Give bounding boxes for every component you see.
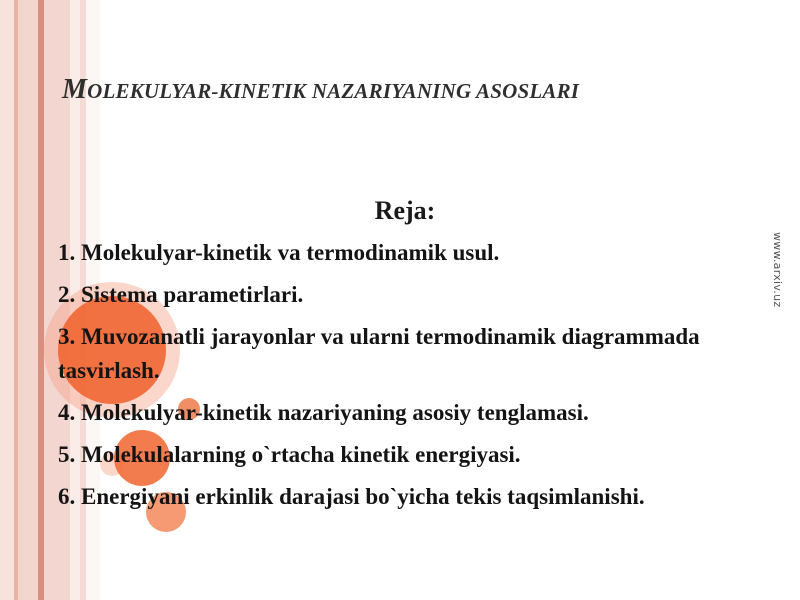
plan-heading: Reja: bbox=[374, 196, 436, 225]
decor-stripe bbox=[0, 0, 14, 600]
plan-item: 6. Energiyani erkinlik darajasi bo`yicha tekis taqsimlanishi. bbox=[58, 484, 645, 509]
plan-list bbox=[58, 236, 748, 522]
title-rest: OLEKULYAR-KINETIK NAZARIYANING ASOSLARI bbox=[87, 79, 580, 103]
slide-title bbox=[62, 74, 742, 106]
watermark-text: www.arxiv.uz bbox=[771, 232, 784, 308]
decor-stripe bbox=[18, 0, 38, 600]
plan-item: 4. Molekulyar-kinetik nazariyaning asosiy tenglamasi. bbox=[58, 400, 589, 425]
plan-item: 2. Sistema parametirlari. bbox=[58, 282, 304, 307]
plan-item: 1. Molekulyar-kinetik va termodinamik usul. bbox=[58, 240, 500, 265]
plan-item: 5. Molekulalarning o`rtacha kinetik energiyasi. bbox=[58, 442, 521, 467]
plan-item: 3. Muvozanatli jarayonlar va ularni termodinamik diagrammada tasvirlash. bbox=[58, 324, 700, 383]
title-initial: M bbox=[62, 74, 88, 105]
